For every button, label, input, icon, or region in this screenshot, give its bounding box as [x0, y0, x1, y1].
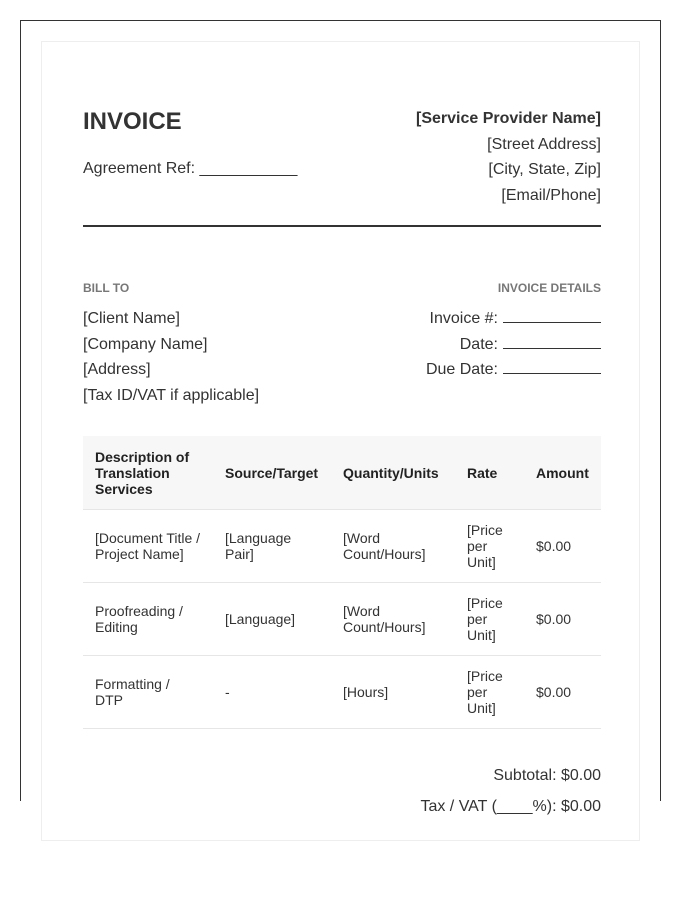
table-row	[83, 656, 601, 729]
table-cell: [Word Count/Hours]	[331, 510, 455, 583]
tax-vat: Tax / VAT (____%): $0.00	[420, 798, 601, 815]
company-name: [Company Name]	[83, 335, 208, 353]
client-name: [Client Name]	[83, 310, 180, 327]
column-header: Source/Target	[213, 436, 331, 510]
due-date-label: Due Date:	[425, 361, 498, 378]
invoice-number-row	[426, 306, 601, 332]
bill-to-block	[83, 306, 259, 408]
invoice-details-block	[426, 306, 601, 383]
invoice-title: INVOICE	[83, 108, 182, 135]
table-cell: [Document Title / Project Name]	[83, 510, 213, 583]
table-cell: [Language Pair]	[213, 510, 331, 583]
column-header: Quantity/Units	[331, 436, 455, 510]
provider-street: [Street Address]	[487, 135, 601, 153]
table-cell: Formatting / DTP	[83, 656, 213, 729]
table-cell: Proofreading / Editing	[83, 583, 213, 656]
table-cell: [Price per Unit]	[455, 583, 524, 656]
due-date-blank	[503, 359, 601, 374]
table-cell: [Hours]	[331, 656, 455, 729]
table-cell: $0.00	[524, 583, 601, 656]
invoice-details-label: INVOICE DETAILS	[497, 281, 601, 295]
provider-name: [Service Provider Name]	[416, 110, 601, 127]
agreement-ref	[83, 160, 297, 178]
table-cell: $0.00	[524, 656, 601, 729]
invoice-page	[41, 41, 640, 841]
header-divider	[83, 225, 601, 227]
totals-block	[420, 760, 601, 822]
invoice-date-row	[426, 332, 601, 358]
column-header: Description of Translation Services	[83, 436, 213, 510]
client-tax-id: [Tax ID/VAT if applicable]	[83, 386, 260, 404]
table-cell: [Word Count/Hours]	[331, 583, 455, 656]
bill-to-label: BILL TO	[83, 281, 130, 295]
provider-contact: [Email/Phone]	[501, 186, 601, 204]
table-cell: [Price per Unit]	[455, 510, 524, 583]
column-header: Amount	[524, 436, 601, 510]
table-cell: [Price per Unit]	[455, 656, 524, 729]
invoice-number-label: Invoice #:	[429, 310, 498, 327]
services-table	[83, 436, 601, 729]
table-row	[83, 510, 601, 583]
table-cell: -	[213, 656, 331, 729]
agreement-ref-label: Agreement Ref:	[83, 160, 196, 177]
service-provider-block	[416, 106, 601, 208]
invoice-number-blank	[503, 308, 601, 323]
document-frame	[20, 20, 661, 815]
table-row	[83, 583, 601, 656]
client-address: [Address]	[83, 361, 151, 378]
subtotal: Subtotal: $0.00	[493, 767, 601, 784]
provider-city: [City, State, Zip]	[488, 161, 601, 178]
due-date-row	[426, 357, 601, 383]
column-header: Rate	[455, 436, 524, 510]
invoice-date-label: Date:	[459, 335, 498, 353]
invoice-date-blank	[503, 334, 601, 349]
agreement-ref-value: ___________	[199, 160, 298, 177]
table-header-row	[83, 436, 601, 510]
table-cell: [Language]	[213, 583, 331, 656]
table-cell: $0.00	[524, 510, 601, 583]
